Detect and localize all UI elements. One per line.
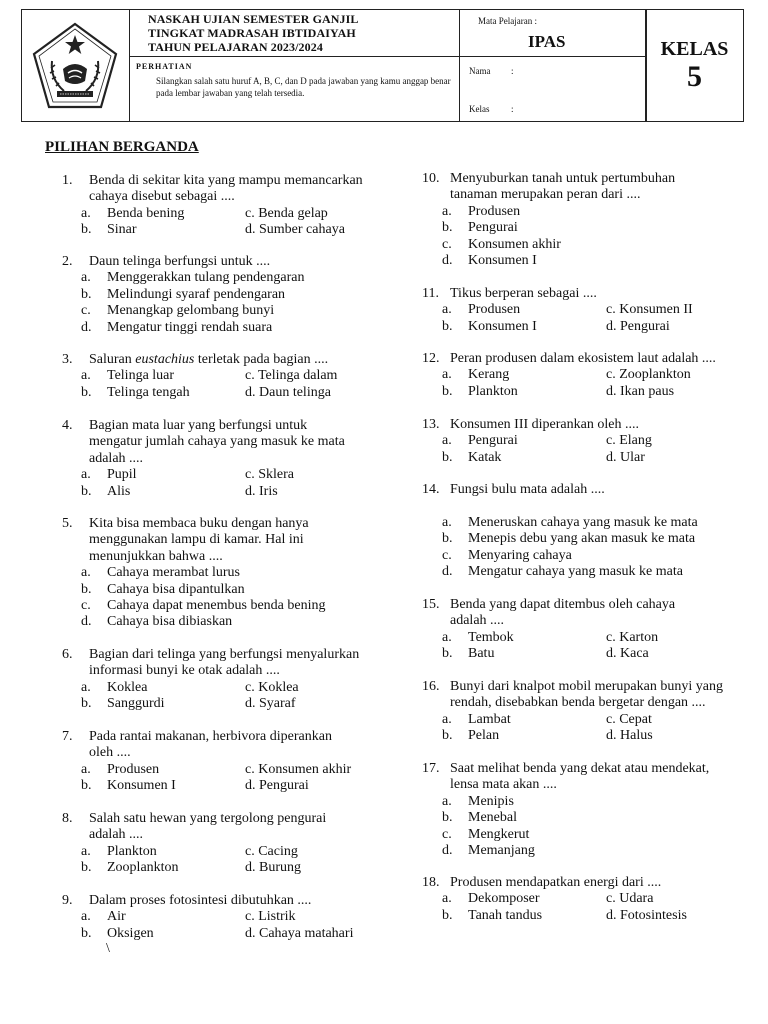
option-right-column: d. Burung	[245, 860, 301, 876]
option-right-column: d. Pengurai	[606, 318, 670, 334]
question-text	[450, 761, 709, 794]
option-right-column: d. Ular	[606, 449, 645, 465]
grade-number: 5	[687, 60, 702, 93]
option-letter: a.	[442, 433, 452, 449]
notice-title: PERHATIAN	[136, 62, 193, 71]
question-number: 15.	[422, 597, 440, 612]
question-text-segment: Saluran	[89, 352, 136, 367]
question-text	[89, 647, 359, 680]
question-text-line: Benda di sekitar kita yang mampu memancarkan	[89, 173, 363, 188]
option-text: Produsen	[468, 203, 521, 219]
option-text: Memanjang	[468, 842, 535, 858]
option-text: Telinga tengah	[107, 384, 190, 400]
question-text	[450, 286, 597, 302]
option-text: Koklea	[107, 679, 148, 695]
option-text: Plankton	[468, 383, 518, 399]
question-number: 18.	[422, 875, 440, 890]
question-text	[450, 417, 639, 433]
option-letter: a.	[442, 367, 452, 383]
option-letter: b.	[442, 646, 453, 662]
option-text: Sanggurdi	[107, 696, 165, 712]
question-text-line: Saat melihat benda yang dekat atau mendekat,	[450, 761, 710, 776]
option-letter: a.	[442, 793, 452, 809]
option-letter: c.	[442, 236, 452, 252]
question-number: 6.	[62, 647, 73, 662]
question-text-line: adalah ....	[89, 827, 144, 843]
option-letter: a.	[81, 270, 91, 286]
question-text	[450, 482, 605, 498]
option-text: Mengatur tinggi rendah suara	[107, 319, 273, 335]
question-number: 17.	[422, 761, 440, 776]
question-text	[450, 171, 675, 204]
option-right-column: d. Syaraf	[245, 696, 296, 712]
question-text-line: Bunyi dari knalpot mobil merupakan bunyi yang	[450, 679, 723, 694]
option-text: Tembok	[468, 629, 514, 645]
option-text: Meneruskan cahaya yang masuk ke mata	[468, 514, 698, 530]
option-text: Konsumen akhir	[468, 236, 561, 252]
option-text: Mengkerut	[468, 826, 530, 842]
option-right-column: c. Zooplankton	[606, 367, 691, 383]
question-text-segment: terletak pada bagian ....	[194, 352, 329, 367]
question-text-line: Pada rantai makanan, herbivora diperankan	[89, 729, 332, 744]
exam-title-line: NASKAH UJIAN SEMESTER GANJIL	[148, 12, 359, 26]
option-text: Pelan	[468, 728, 500, 744]
option-letter: c.	[442, 826, 452, 842]
option-letter: b.	[442, 907, 453, 923]
option-letter: b.	[81, 222, 92, 238]
option-right-column: c. Koklea	[245, 679, 299, 695]
option-letter: d.	[442, 842, 453, 858]
option-text: Benda bening	[107, 205, 185, 221]
class-colon: :	[511, 104, 514, 114]
question-number: 12.	[422, 351, 440, 366]
question-text-segment: eustachius	[135, 352, 195, 367]
question-text-line: adalah ....	[89, 450, 144, 466]
option-text: Cahaya merambat lurus	[107, 565, 240, 581]
question-text-line: menggunakan lampu di kamar. Hal ini	[89, 532, 304, 548]
option-letter: b.	[81, 286, 92, 302]
option-letter: b.	[81, 483, 92, 499]
option-text: Telinga luar	[107, 368, 175, 384]
option-text: Oksigen	[107, 925, 154, 941]
option-letter: a.	[81, 368, 91, 384]
option-letter: b.	[81, 925, 92, 941]
option-right-column: c. Konsumen II	[606, 302, 693, 318]
option-right-column: d. Ikan paus	[606, 383, 675, 399]
class-label: Kelas	[469, 104, 490, 114]
notice-text: Silangkan salah satu huruf A, B, C, dan D pada jawaban yang kamu anggap benar pada lembar jawaban yang telah tersedia.	[156, 76, 451, 98]
question-number: 16.	[422, 679, 440, 694]
name-colon: :	[511, 66, 514, 76]
option-letter: a.	[442, 711, 452, 727]
option-text: Batu	[468, 646, 495, 662]
subject-label: Mata Pelajaran :	[478, 16, 537, 26]
question-number: 4.	[62, 418, 73, 433]
exam-header	[21, 9, 744, 122]
option-letter: c.	[81, 597, 91, 613]
question-text-line: Benda yang dapat ditembus oleh cahaya	[450, 597, 676, 612]
option-letter: c.	[81, 303, 91, 319]
option-letter: d.	[442, 563, 453, 579]
option-letter: b.	[81, 696, 92, 712]
option-text: Pengurai	[468, 220, 518, 236]
question-text-line: Bagian mata luar yang berfungsi untuk	[89, 418, 308, 433]
option-letter: a.	[81, 565, 91, 581]
option-letter: b.	[442, 318, 453, 334]
option-right-column: c. Konsumen akhir	[245, 761, 352, 777]
option-text: Kerang	[468, 367, 510, 383]
option-right-column: d. Kaca	[606, 646, 649, 662]
option-text: Dekomposer	[468, 891, 540, 907]
notice-cell	[130, 57, 460, 121]
option-right-column: c. Benda gelap	[245, 205, 328, 221]
school-level-line: TINGKAT MADRASAH IBTIDAIYAH	[148, 26, 356, 40]
question-text	[89, 893, 311, 909]
question-text	[450, 351, 716, 367]
question-text-line: Daun telinga berfungsi untuk ....	[89, 254, 271, 269]
question-number: 9.	[62, 893, 73, 908]
option-letter: a.	[81, 843, 91, 859]
question-text-line: Konsumen III diperankan oleh ....	[450, 417, 639, 432]
option-text: Menipis	[468, 793, 514, 809]
option-text: Konsumen I	[107, 778, 176, 794]
option-text: Lambat	[468, 711, 511, 727]
option-letter: b.	[442, 728, 453, 744]
subject-cell	[460, 10, 646, 57]
option-right-column: c. Elang	[606, 433, 652, 449]
question-number: 5.	[62, 516, 73, 531]
option-letter: a.	[81, 761, 91, 777]
option-text: Menggerakkan tulang pendengaran	[107, 270, 305, 286]
question-text-line: oleh ....	[89, 745, 131, 761]
option-text: Konsumen I	[468, 252, 537, 268]
question-text	[450, 597, 675, 630]
name-label: Nama	[469, 66, 491, 76]
option-right-column: c. Cacing	[245, 843, 298, 859]
option-letter: b.	[442, 449, 453, 465]
logo-cell	[22, 10, 130, 121]
option-letter: a.	[81, 467, 91, 483]
option-letter: c.	[442, 547, 452, 563]
question-text	[450, 679, 723, 712]
option-letter: d.	[442, 252, 453, 268]
option-letter: a.	[81, 679, 91, 695]
option-letter: a.	[442, 302, 452, 318]
option-text: Air	[107, 909, 126, 925]
option-text: Tanah tandus	[468, 907, 543, 923]
question-number: 13.	[422, 417, 440, 432]
option-letter: b.	[442, 383, 453, 399]
option-letter: d.	[81, 614, 92, 630]
option-letter: b.	[81, 860, 92, 876]
option-letter: b.	[81, 581, 92, 597]
student-fields-cell	[460, 57, 646, 121]
grade-label: KELAS	[660, 38, 729, 60]
subject-name: IPAS	[528, 32, 566, 51]
question-text-line: informasi bunyi ke otak adalah ....	[89, 663, 280, 679]
question-number: 8.	[62, 811, 73, 826]
stray-mark: \	[106, 941, 110, 956]
option-right-column: d. Daun telinga	[245, 384, 331, 400]
option-text: Pupil	[107, 467, 137, 483]
option-text: Menangkap gelombang bunyi	[107, 303, 275, 319]
option-right-column: d. Fotosintesis	[606, 907, 687, 923]
option-text: Konsumen I	[468, 318, 537, 334]
option-right-column: d. Cahaya matahari	[245, 925, 354, 941]
question-text-line: cahaya disebut sebagai ....	[89, 189, 235, 205]
question-number: 2.	[62, 254, 73, 269]
option-letter: b.	[81, 384, 92, 400]
option-text: Pengurai	[468, 433, 518, 449]
option-text: Cahaya dapat menembus benda bening	[107, 597, 326, 613]
option-right-column: d. Halus	[606, 728, 653, 744]
option-letter: b.	[442, 220, 453, 236]
question-text	[89, 352, 328, 368]
option-right-column: c. Sklera	[245, 467, 294, 483]
option-letter: b.	[81, 778, 92, 794]
option-letter: d.	[81, 319, 92, 335]
option-text: Cahaya bisa dipantulkan	[107, 581, 245, 597]
option-right-column: c. Listrik	[245, 909, 296, 925]
question-text-line: Peran produsen dalam ekosistem laut adalah ....	[450, 351, 716, 366]
question-text	[89, 516, 309, 565]
question-number: 10.	[422, 171, 440, 186]
option-text: Alis	[107, 483, 131, 499]
question-text-line: rendah, disebabkan benda bergetar dengan ....	[450, 695, 706, 711]
question-text-line: Salah satu hewan yang tergolong pengurai	[89, 811, 327, 826]
option-right-column: c. Telinga dalam	[245, 368, 338, 384]
grade-cell	[646, 10, 743, 121]
question-number: 3.	[62, 352, 73, 367]
question-text-line: Tikus berperan sebagai ....	[450, 286, 597, 301]
question-text-line: Menyuburkan tanah untuk pertumbuhan	[450, 171, 676, 186]
option-letter: a.	[81, 205, 91, 221]
question-text	[89, 811, 326, 844]
question-text	[89, 254, 270, 270]
question-text-line: Fungsi bulu mata adalah ....	[450, 482, 605, 497]
option-letter: a.	[442, 629, 452, 645]
option-text: Menebal	[468, 810, 517, 826]
option-right-column: d. Sumber cahaya	[245, 222, 345, 238]
question-text-line: mengatur jumlah cahaya yang masuk ke mata	[89, 434, 345, 450]
question-text-line: tanaman merupakan peran dari ....	[450, 187, 641, 203]
question-number: 7.	[62, 729, 73, 744]
option-letter: b.	[442, 810, 453, 826]
question-text-line: lensa mata akan ....	[450, 777, 557, 793]
option-letter: a.	[81, 909, 91, 925]
option-letter: a.	[442, 891, 452, 907]
question-text	[450, 875, 661, 891]
question-text-line: Kita bisa membaca buku dengan hanya	[89, 516, 309, 531]
option-text: Katak	[468, 449, 502, 465]
option-right-column: c. Udara	[606, 891, 654, 907]
question-text-line: Bagian dari telinga yang berfungsi menyalurkan	[89, 647, 360, 662]
question-number: 11.	[422, 286, 439, 301]
option-letter: a.	[442, 203, 452, 219]
section-title: PILIHAN BERGANDA	[45, 139, 199, 155]
question-number: 14.	[422, 482, 440, 497]
option-right-column: c. Karton	[606, 629, 659, 645]
question-text	[89, 173, 363, 206]
question-text-line: Produsen mendapatkan energi dari ....	[450, 875, 662, 890]
option-text: Melindungi syaraf pendengaran	[107, 286, 286, 302]
academic-year-line: TAHUN PELAJARAN 2023/2024	[148, 40, 323, 54]
option-right-column: d. Pengurai	[245, 778, 309, 794]
option-letter: b.	[442, 531, 453, 547]
option-text: Plankton	[107, 843, 157, 859]
question-text-line: adalah ....	[450, 613, 505, 629]
madrasah-logo-icon	[30, 21, 120, 111]
option-text: Mengatur cahaya yang masuk ke mata	[468, 563, 683, 579]
question-text	[89, 418, 345, 467]
option-text: Produsen	[107, 761, 160, 777]
option-text: Zooplankton	[107, 860, 179, 876]
option-right-column: d. Iris	[245, 483, 278, 499]
question-number: 1.	[62, 173, 73, 188]
option-text: Cahaya bisa dibiaskan	[107, 614, 233, 630]
question-text-line: menunjukkan bahwa ....	[89, 548, 223, 564]
option-text: Menepis debu yang akan masuk ke mata	[468, 531, 696, 547]
school-info-cell	[130, 10, 460, 57]
option-text: Menyaring cahaya	[468, 547, 572, 563]
option-text: Produsen	[468, 302, 521, 318]
option-letter: a.	[442, 514, 452, 530]
question-text	[89, 729, 332, 762]
question-text-line: Dalam proses fotosintesi dibutuhkan ....	[89, 893, 312, 908]
option-right-column: c. Cepat	[606, 711, 652, 727]
option-text: Sinar	[107, 222, 137, 238]
